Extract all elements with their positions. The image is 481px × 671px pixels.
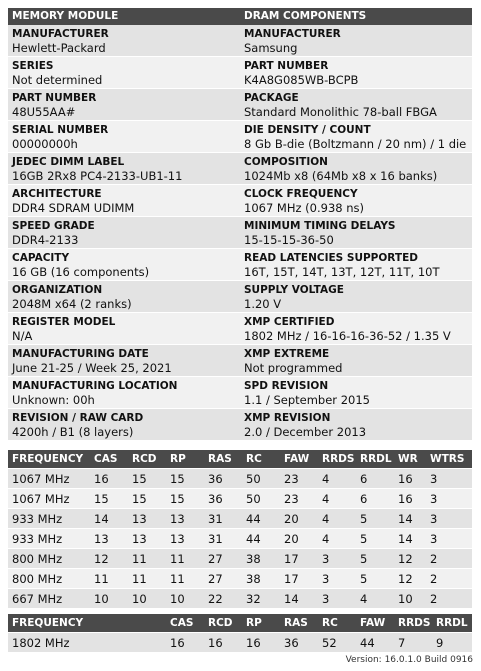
table-cell: 36	[204, 489, 242, 509]
table-cell: 933 MHz	[8, 529, 90, 549]
table-cell: 27	[204, 549, 242, 569]
column-header: FREQUENCY	[8, 450, 90, 469]
table-cell: 16	[394, 489, 426, 509]
column-header: RRDS	[394, 614, 432, 633]
table-cell: 23	[280, 469, 318, 489]
field-value: June 21-25 / Week 25, 2021	[12, 361, 172, 375]
column-header: CAS	[90, 450, 128, 469]
table-cell: 4	[318, 509, 356, 529]
field-part-number	[240, 57, 472, 89]
memory-module-fields	[8, 25, 240, 441]
table-cell: 38	[242, 549, 280, 569]
table-cell: 800 MHz	[8, 549, 90, 569]
column-header: RRDL	[432, 614, 472, 633]
field-manufacturing-date	[8, 345, 240, 377]
table-cell: 6	[356, 469, 394, 489]
field-value: Not programmed	[244, 361, 343, 375]
field-xmp-revision	[240, 409, 472, 441]
field-label: REVISION / RAW CARD	[12, 412, 144, 424]
field-value: Not determined	[12, 73, 103, 87]
field-jedec-dimm-label	[8, 153, 240, 185]
field-value: 15-15-15-36-50	[244, 233, 334, 247]
field-label: DIE DENSITY / COUNT	[244, 124, 371, 136]
field-label: MANUFACTURER	[12, 28, 109, 40]
table-cell: 15	[128, 489, 166, 509]
table-cell: 3	[318, 589, 356, 609]
table-cell: 17	[280, 569, 318, 589]
column-header: FREQUENCY	[8, 614, 90, 633]
table-cell: 16	[90, 469, 128, 489]
table-cell: 44	[242, 509, 280, 529]
table-row	[8, 489, 472, 509]
field-label: PART NUMBER	[12, 92, 97, 104]
table-cell: 5	[356, 509, 394, 529]
field-manufacturer	[240, 25, 472, 57]
field-value: 1802 MHz / 16-16-16-36-52 / 1.35 V	[244, 329, 451, 343]
table-row	[8, 569, 472, 589]
table-cell: 12	[394, 549, 426, 569]
field-speed-grade	[8, 217, 240, 249]
table-cell: 5	[356, 569, 394, 589]
column-header: RAS	[280, 614, 318, 633]
table-cell: 1067 MHz	[8, 469, 90, 489]
column-header: RP	[166, 450, 204, 469]
table-cell: 14	[90, 509, 128, 529]
table-cell: 32	[242, 589, 280, 609]
field-value: 1024Mb x8 (64Mb x8 x 16 banks)	[244, 169, 438, 183]
table-cell: 7	[394, 633, 432, 653]
field-value: 48U55AA#	[12, 105, 76, 119]
column-header: WTRS	[426, 450, 472, 469]
field-label: ARCHITECTURE	[12, 188, 102, 200]
field-value: 16T, 15T, 14T, 13T, 12T, 11T, 10T	[244, 265, 440, 279]
field-label: JEDEC DIMM LABEL	[12, 156, 125, 168]
table-cell: 6	[356, 489, 394, 509]
field-value: 2048M x64 (2 ranks)	[12, 297, 132, 311]
field-label: REGISTER MODEL	[12, 316, 116, 328]
field-xmp-certified	[240, 313, 472, 345]
field-value: 1.1 / September 2015	[244, 393, 370, 407]
table-cell: 10	[90, 589, 128, 609]
field-supply-voltage	[240, 281, 472, 313]
table-cell: 22	[204, 589, 242, 609]
field-label: XMP REVISION	[244, 412, 331, 424]
timings-table	[8, 450, 472, 608]
table-cell: 23	[280, 489, 318, 509]
table-cell: 50	[242, 489, 280, 509]
version-label: Version: 16.0.1.0 Build 0916	[345, 655, 473, 665]
table-cell: 15	[166, 469, 204, 489]
field-value: 1067 MHz (0.938 ns)	[244, 201, 365, 215]
table-cell: 12	[394, 569, 426, 589]
field-label: PART NUMBER	[244, 60, 329, 72]
table-row	[8, 549, 472, 569]
table-cell: 4	[318, 489, 356, 509]
field-spd-revision	[240, 377, 472, 409]
table-cell: 15	[128, 469, 166, 489]
table-cell: 3	[318, 549, 356, 569]
table-cell: 4	[356, 589, 394, 609]
field-composition	[240, 153, 472, 185]
table-cell: 13	[166, 529, 204, 549]
table-cell: 10	[166, 589, 204, 609]
column-header: FAW	[280, 450, 318, 469]
table-cell: 4	[318, 529, 356, 549]
table-cell: 31	[204, 529, 242, 549]
field-label: SERIES	[12, 60, 54, 72]
table-cell: 933 MHz	[8, 509, 90, 529]
memory-module-panel	[8, 8, 240, 441]
field-value: 16 GB (16 components)	[12, 265, 150, 279]
field-value: Unknown: 00h	[12, 393, 95, 407]
field-value: 8 Gb B-die (Boltzmann / 20 nm) / 1 die	[244, 137, 467, 151]
table-cell: 2	[426, 569, 472, 589]
field-label: XMP EXTREME	[244, 348, 330, 360]
table-cell: 50	[242, 469, 280, 489]
field-value: DDR4-2133	[12, 233, 79, 247]
table-cell: 13	[90, 529, 128, 549]
table-row	[8, 633, 472, 653]
column-header: RC	[318, 614, 356, 633]
field-series	[8, 57, 240, 89]
table-cell: 12	[90, 549, 128, 569]
field-label: READ LATENCIES SUPPORTED	[244, 252, 418, 264]
table-cell: 3	[318, 569, 356, 589]
field-value: Samsung	[244, 41, 298, 55]
table-cell: 11	[166, 569, 204, 589]
table-cell: 16	[166, 633, 204, 653]
table-cell: 15	[90, 489, 128, 509]
column-header: RP	[242, 614, 280, 633]
column-header: RC	[242, 450, 280, 469]
column-header: RRDS	[318, 450, 356, 469]
table-cell: 13	[128, 509, 166, 529]
table-cell: 52	[318, 633, 356, 653]
field-value: DDR4 SDRAM UDIMM	[12, 201, 135, 215]
table-row	[8, 589, 472, 609]
field-value: K4A8G085WB-BCPB	[244, 73, 359, 87]
dram-components-panel	[240, 8, 472, 441]
table-cell: 11	[166, 549, 204, 569]
field-manufacturing-location	[8, 377, 240, 409]
field-value: 1.20 V	[244, 297, 282, 311]
column-header: RCD	[204, 614, 242, 633]
table-cell: 1802 MHz	[8, 633, 90, 653]
table-cell: 14	[394, 509, 426, 529]
field-architecture	[8, 185, 240, 217]
table-cell: 17	[280, 549, 318, 569]
table-cell: 10	[128, 589, 166, 609]
field-label: SPD REVISION	[244, 380, 329, 392]
field-value: 2.0 / December 2013	[244, 425, 367, 439]
field-value: Hewlett-Packard	[12, 41, 106, 55]
field-read-latencies-supported	[240, 249, 472, 281]
table-cell: 20	[280, 509, 318, 529]
field-label: SPEED GRADE	[12, 220, 95, 232]
table-cell: 2	[426, 549, 472, 569]
field-label: MINIMUM TIMING DELAYS	[244, 220, 396, 232]
table-cell: 667 MHz	[8, 589, 90, 609]
xmp-header-row	[8, 614, 472, 633]
column-header: WR	[394, 450, 426, 469]
table-cell: 44	[242, 529, 280, 549]
table-cell: 36	[280, 633, 318, 653]
field-label: SERIAL NUMBER	[12, 124, 109, 136]
field-manufacturer	[8, 25, 240, 57]
field-clock-frequency	[240, 185, 472, 217]
table-cell: 36	[204, 469, 242, 489]
xmp-table	[8, 614, 472, 652]
field-label: SUPPLY VOLTAGE	[244, 284, 344, 296]
field-label: PACKAGE	[244, 92, 299, 104]
field-organization	[8, 281, 240, 313]
dram-components-header: DRAM COMPONENTS	[240, 8, 472, 25]
table-cell: 1067 MHz	[8, 489, 90, 509]
table-cell: 38	[242, 569, 280, 589]
table-cell: 3	[426, 509, 472, 529]
table-cell: 3	[426, 529, 472, 549]
column-header: CAS	[166, 614, 204, 633]
field-label: CAPACITY	[12, 252, 70, 264]
xmp-body	[8, 633, 472, 653]
table-cell: 31	[204, 509, 242, 529]
table-cell: 14	[394, 529, 426, 549]
field-value: N/A	[12, 329, 33, 343]
dram-components-fields	[240, 25, 472, 441]
field-minimum-timing-delays	[240, 217, 472, 249]
table-row	[8, 529, 472, 549]
table-cell: 2	[426, 589, 472, 609]
field-value: 16GB 2Rx8 PC4-2133-UB1-11	[12, 169, 183, 183]
table-cell: 16	[242, 633, 280, 653]
memory-module-header: MEMORY MODULE	[8, 8, 240, 25]
field-label: MANUFACTURER	[244, 28, 341, 40]
table-row	[8, 509, 472, 529]
field-revision-raw-card	[8, 409, 240, 441]
table-row	[8, 469, 472, 489]
field-value: Standard Monolithic 78-ball FBGA	[244, 105, 437, 119]
table-cell: 11	[90, 569, 128, 589]
table-cell: 13	[166, 509, 204, 529]
column-header: RRDL	[356, 450, 394, 469]
table-cell: 4	[318, 469, 356, 489]
table-cell: 3	[426, 489, 472, 509]
column-header: FAW	[356, 614, 394, 633]
table-cell: 5	[356, 529, 394, 549]
table-cell: 10	[394, 589, 426, 609]
field-part-number	[8, 89, 240, 121]
table-cell	[90, 633, 166, 653]
table-cell: 16	[204, 633, 242, 653]
table-cell: 11	[128, 569, 166, 589]
field-xmp-extreme	[240, 345, 472, 377]
table-cell: 16	[394, 469, 426, 489]
table-cell: 9	[432, 633, 472, 653]
table-cell: 14	[280, 589, 318, 609]
field-label: COMPOSITION	[244, 156, 328, 168]
field-capacity	[8, 249, 240, 281]
column-header: RCD	[128, 450, 166, 469]
timings-header-row	[8, 450, 472, 469]
field-serial-number	[8, 121, 240, 153]
field-label: CLOCK FREQUENCY	[244, 188, 358, 200]
field-value: 4200h / B1 (8 layers)	[12, 425, 134, 439]
field-label: MANUFACTURING LOCATION	[12, 380, 178, 392]
field-die-density-count	[240, 121, 472, 153]
field-package	[240, 89, 472, 121]
table-cell: 20	[280, 529, 318, 549]
column-header: RAS	[204, 450, 242, 469]
field-label: ORGANIZATION	[12, 284, 103, 296]
table-cell: 15	[166, 489, 204, 509]
table-cell: 800 MHz	[8, 569, 90, 589]
timings-body	[8, 469, 472, 609]
field-value: 00000000h	[12, 137, 78, 151]
table-cell: 27	[204, 569, 242, 589]
table-cell: 11	[128, 549, 166, 569]
field-register-model	[8, 313, 240, 345]
table-cell: 13	[128, 529, 166, 549]
table-cell: 44	[356, 633, 394, 653]
table-cell: 3	[426, 469, 472, 489]
table-cell: 5	[356, 549, 394, 569]
field-label: XMP CERTIFIED	[244, 316, 335, 328]
field-label: MANUFACTURING DATE	[12, 348, 149, 360]
column-header	[90, 614, 166, 633]
